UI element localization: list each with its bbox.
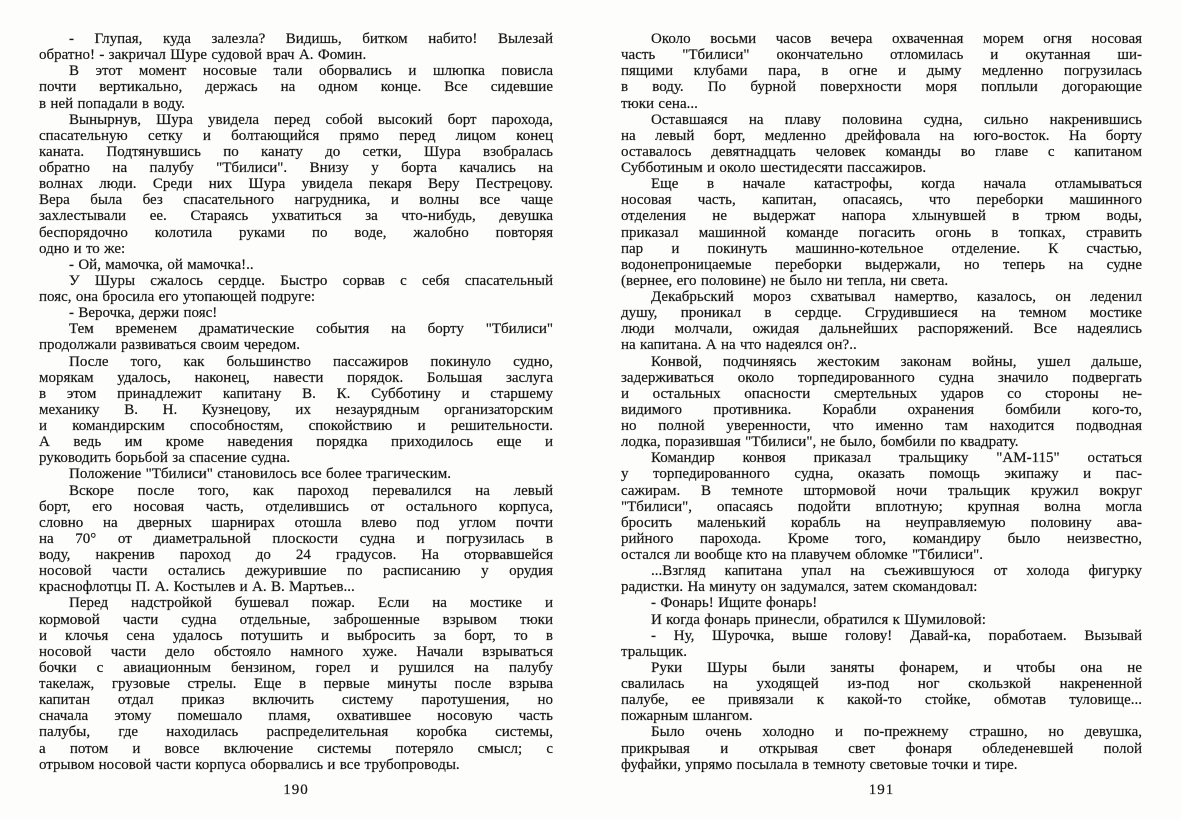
text-line: После того, как большинство пассажиров покинуло судно, (69, 353, 553, 370)
text-line: - Глупая, куда залезла? Видишь, битком набито! Вылезай (69, 31, 553, 47)
text-line: лодка, поразившая "Тбилиси", не было, бомбили по квадрату. (621, 434, 1019, 451)
text-line: Вынырнув, Шура увидела перед собой высокий борт парохода, (69, 111, 553, 128)
text-line: пожарным шлангом. (621, 708, 753, 725)
text-line: Командир конвоя приказал тральщику "АМ-115" остаться (651, 450, 1142, 467)
text-line: - Верочка, держи пояс! (69, 305, 218, 322)
text-line: (вернее, его половине) не было ни тепла, ни света. (621, 272, 949, 289)
text-line: В этот момент носовые тали оборвались и шлюпка повисла (69, 63, 553, 80)
text-line: У Шуры сжалось сердце. Быстро сорвав с себя спасательный (69, 272, 553, 289)
page-right (621, 31, 1142, 799)
text-line: фуфайки, упрямо посылала в темноту световые точки и тире. (621, 756, 1018, 773)
text-line: одно и то же: (39, 240, 126, 257)
page-number-left: 190 (283, 781, 309, 798)
page-right-text-block (621, 31, 1142, 773)
text-line: часть "Тбилиси" окончательно отломилась и окутанная ши- (621, 47, 1142, 64)
text-line: борт, его носовая часть, отделившись от остального корпуса, (39, 498, 553, 515)
text-line: Субботиным и около шестидесяти пассажиров. (621, 160, 927, 176)
text-line: Вера была без спасательного нагрудника, и волны все чаще (39, 192, 553, 209)
text-line: беспорядочно колотила руками по воде, жалобно повторяя (39, 224, 553, 241)
text-line: сажирам. В темноте штормовой ночи тральщик кружил вокруг (621, 482, 1142, 499)
text-line: Вскоре после того, как пароход перевалился на левый (69, 482, 553, 499)
text-line: в этом принадлежит капитану В. К. Субботину и старшему (39, 385, 553, 402)
text-line: продолжали развиваться своим чередом. (39, 337, 300, 354)
text-line: Руки Шуры были заняты фонарем, и чтобы она не (651, 659, 1142, 676)
text-line: на 70° от диаметральной плоскости судна и погрузилась в (39, 530, 553, 547)
text-line: воду, накренив пароход до 24 градусов. На оторвавшейся (39, 547, 553, 563)
page-left (39, 31, 553, 799)
text-line: Около восьми часов вечера охваченная морем огня носовая (651, 31, 1142, 47)
text-line: и остальных опасности смертельных ударов со стороны не- (621, 385, 1142, 402)
text-line: бросить маленький корабль на неуправляемую половину ава- (621, 514, 1142, 531)
text-line: на левый борт, медленно дрейфовала на юго-восток. На борту (621, 127, 1142, 144)
text-line: ...Взгляд капитана упал на съежившуюся от холода фигурку (651, 563, 1142, 580)
text-line: палубы, где находилась распределительная коробка системы, (39, 724, 553, 741)
text-line: в ней попадали в воду. (39, 95, 185, 112)
text-line: пояс, она бросила его утопающей подруге: (39, 289, 316, 305)
text-line: такелаж, грузовые стрелы. Еще в первые минуты после взрыва (39, 676, 553, 692)
text-line: - Фонарь! Ищите фонарь! (651, 595, 818, 612)
text-line: тральщик. (621, 643, 687, 660)
text-line: на капитана. А на что надеялся он?.. (621, 337, 857, 354)
page-left-text-block (39, 31, 553, 773)
text-line: каната. Подтянувшись по канату до сетки, Шура взобралась (39, 143, 553, 160)
text-line: рийного парохода. Кроме того, командиру было неизвестно, (621, 530, 1142, 547)
text-line: оставалось девятнадцать человек команды во главе с капитаном (621, 143, 1142, 160)
text-line: и клочья сена удалось потушить и выбросить за борт, то в (39, 627, 553, 644)
text-line: Тем временем драматические события на борту "Тбилиси" (69, 321, 553, 338)
text-line: пар и покинуть машинно-котельное отделение. К счастью, (621, 240, 1142, 257)
text-line: задерживаться около торпедированного судна значило подвергать (621, 369, 1142, 386)
text-line: сначала этому помешало пламя, охватившее носовую часть (39, 708, 553, 725)
text-line: краснофлотцы П. А. Костылев и А. В. Мартьев... (39, 579, 355, 596)
text-line: носовой части дело обстояло намного хуже. Начали взрываться (39, 643, 553, 660)
text-line: - Ой, мамочка, ой мамочка!.. (69, 256, 254, 273)
text-line: люди молчали, ожидая дальнейших распоряжений. Все надеялись (621, 321, 1142, 338)
text-line: почти вертикально, держась на одном конце. Все сидевшие (39, 79, 553, 96)
text-line: тюки сена... (621, 95, 698, 112)
text-line: И когда фонарь принесли, обратился к Шумиловой: (651, 611, 986, 628)
text-line: а потом и вовсе включение системы потеряло смысл; с (39, 740, 553, 757)
text-line: Декабрьский мороз схватывал намертво, казалось, он леденил (651, 289, 1142, 305)
text-line: носовой части остались дежурившие по расписанию у орудия (39, 563, 553, 580)
text-line: водонепроницаемые переборки выдержали, но теперь на судне (621, 256, 1142, 273)
text-line: словно на дверных шарнирах отошла влево под углом почти (39, 514, 553, 531)
text-line: у торпедированного судна, оказать помощь экипажу и пас- (621, 466, 1142, 483)
text-line: - Ну, Шурочка, выше голову! Давай-ка, поработаем. Вызывай (651, 627, 1142, 644)
text-line: но полной уверенности, что именно там находится подводная (621, 418, 1142, 434)
text-line: механику В. Н. Кузнецову, их незаурядным организаторским (39, 401, 553, 418)
text-line: волнах люди. Среди них Шура увидела пекаря Веру Пестрецову. (39, 176, 553, 193)
text-line: душу, проникал в сердце. Сгрудившиеся на темном мостике (621, 305, 1142, 322)
text-line: Положение "Тбилиси" становилось все более трагическим. (69, 466, 451, 483)
text-line: прикрывая и открывая свет фонаря обледеневшей полой (621, 740, 1142, 757)
text-line: в воду. По бурной поверхности моря поплыли догорающие (621, 79, 1142, 96)
text-line: Конвой, подчиняясь жестоким законам войны, ушел дальше, (651, 353, 1142, 370)
text-line: обратно! - закричал Шуре судовой врач А. Фомин. (39, 47, 367, 64)
text-line: носовая часть, капитан, опасаясь, что переборки машинного (621, 192, 1142, 209)
text-line: радистки. На минуту он задумался, затем скомандовал: (621, 579, 978, 596)
text-line: спасательную сетку и болтающийся прямо перед лицом конец (39, 127, 553, 144)
text-line: морякам удалось, наконец, навести порядок. Большая заслуга (39, 369, 553, 386)
text-line: и командирским способностям, спокойствию и решительности. (39, 418, 553, 434)
text-line: отрывом носовой части корпуса оборвались и все трубопроводы. (39, 756, 460, 773)
text-line: Еще в начале катастрофы, когда начала отламываться (651, 176, 1142, 193)
text-line: капитан отдал приказ включить систему паротушения, но (39, 692, 553, 709)
text-line: обратно на палубу "Тбилиси". Внизу у борта качались на (39, 160, 553, 176)
text-line: "Тбилиси", опасаясь подойти вплотную; крупная волна могла (621, 498, 1142, 515)
text-line: руководить борьбой за спасение судна. (39, 450, 291, 467)
text-line: кормовой части судна отдельные, заброшенные взрывом тюки (39, 611, 553, 628)
text-line: бочки с авиационным бензином, горел и рушился на палубу (39, 659, 553, 676)
page-number-right: 191 (868, 781, 895, 798)
text-line: А ведь им кроме наведения порядка приходилось еще и (39, 434, 553, 451)
text-line: Перед надстройкой бушевал пожар. Если на мостике и (69, 595, 553, 612)
text-line: захлестывали ее. Стараясь ухватиться за что-нибудь, девушка (39, 208, 553, 225)
text-line: Было очень холодно и по-прежнему страшно, но девушка, (651, 724, 1142, 741)
text-line: приказал машинной команде погасить огонь в топках, стравить (621, 224, 1142, 241)
text-line: пящими клубами пара, в огне и дыму медленно погрузилась (621, 63, 1142, 80)
text-line: отделения не выдержат напора хлынувшей в трюм воды, (621, 208, 1142, 225)
text-line: Оставшаяся на плаву половина судна, сильно накренившись (651, 111, 1142, 128)
text-line: свалилась на уходящей из-под ног скользкой накрененной (621, 676, 1142, 692)
text-line: палубе, ее привязали к какой-то стойке, обмотав туловище... (621, 692, 1142, 709)
text-line: видимого противника. Корабли охранения бомбили кого-то, (621, 401, 1142, 418)
text-line: остался ли вообще кто на плавучем обломке "Тбилиси". (621, 547, 983, 563)
